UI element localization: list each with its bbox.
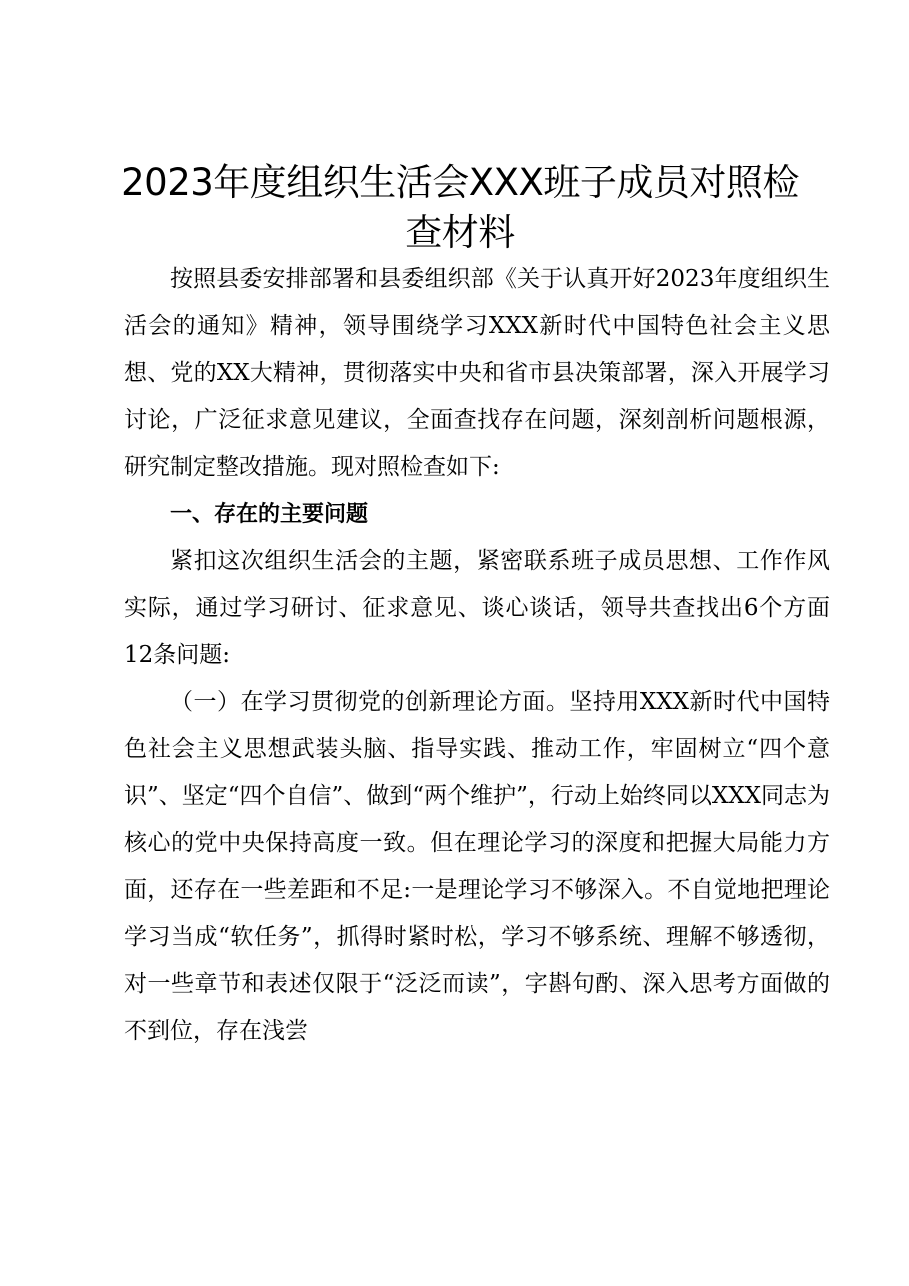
summary-paragraph: 紧扣这次组织生活会的主题，紧密联系班子成员思想、工作作风实际，通过学习研讨、征求意见、谈心谈话，领导共查找出6个方面12条问题: bbox=[124, 548, 830, 668]
section-one-paragraph: （一）在学习贯彻党的创新理论方面。坚持用XXX新时代中国特色社会主义思想武装头脑、指导实践、推动工作，牢固树立“四个意识”、坚定“四个自信”、做到“两个维护”，行动上始终同以XXX同志为核心的党中央保持高度一致。但在理论学习的深度和把握大局能力方面，还存在一些差距和不足:一是理论学习不够深入。不自觉地把理论学习当成“软任务”，抓得时紧时松，学习不够系统、理解不够透彻，对一些章节和表述仅限于“泛泛而读”，字斟句酌、深入思考方面做的不到位，存在浅尝 bbox=[124, 689, 830, 1044]
document-title: 2023年度组织生活会XXX班子成员对照检查材料 bbox=[121, 161, 799, 254]
section-heading: 一、存在的主要问题 bbox=[170, 502, 369, 527]
intro-paragraph: 按照县委安排部署和县委组织部《关于认真开好2023年度组织生活会的通知》精神，领导围绕学习XXX新时代中国特色社会主义思想、党的XX大精神，贯彻落实中央和省市县决策部署，深入开展学习讨论，广泛征求意见建议，全面查找存在问题，深刻剖析问题根源，研究制定整改措施。现对照检查如下: bbox=[124, 266, 830, 480]
document-body bbox=[124, 256, 830, 1055]
